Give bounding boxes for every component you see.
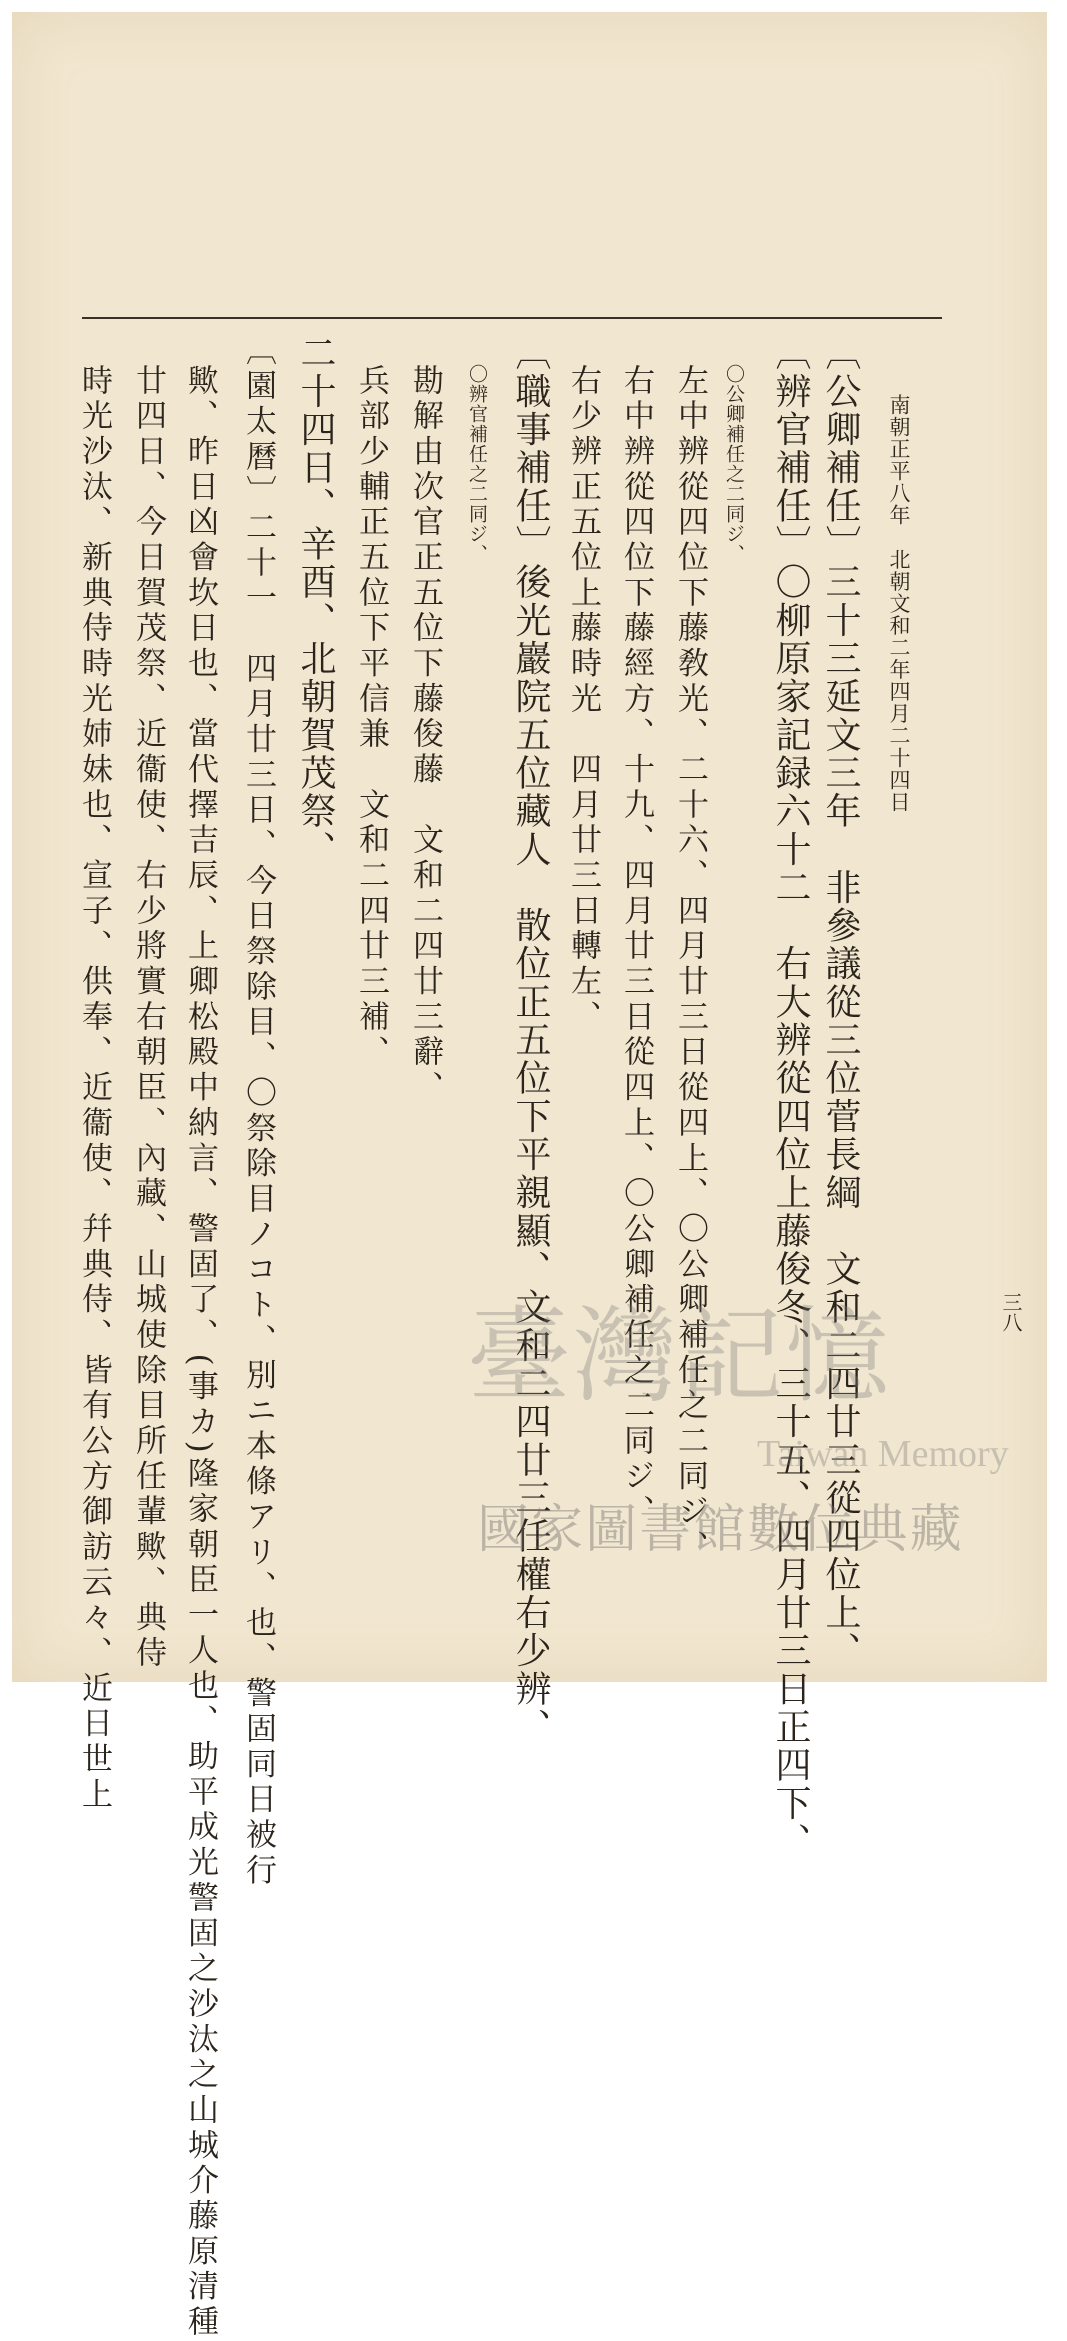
text-line: 〇公卿補任之二同ジ、 <box>723 364 745 564</box>
text-line: 〔公卿補任〕三十三延文三年 非參議從三位菅長綱 文和二四廿三從四位上、 <box>820 334 861 1670</box>
watermark-english: Taiwan Memory <box>757 1433 1009 1475</box>
text-line: 〔職事補任〕後光巖院五位藏人 散位正五位下平親顯、文和二四廿三任權右少辨、 <box>510 334 551 1746</box>
watermark-library: 國家圖書館數位典藏 <box>477 1500 964 1560</box>
text-line: 二十四日、辛酉、北朝賀茂祭、 <box>295 334 336 869</box>
text-line: 勘解由次官正五位下藤俊藤 文和二四廿三辭、 <box>407 364 443 1107</box>
book-page <box>12 12 1047 2341</box>
text-line: 〔園太曆〕二十一 四月廿三日、今日祭除目、〇祭除目ノコト、別ニ本條アリ、也、警固同日被行 <box>240 334 276 1889</box>
text-line: 兵部少輔正五位下平信兼 文和二四廿三補、 <box>353 364 389 1071</box>
text-line: 歟、昨日凶會坎日也、當代擇吉辰、上卿松殿中納言、警固了、(事カ)隆家朝臣一人也、助平成光警固之沙汰之山城介藤原清種 <box>182 364 218 2341</box>
text-line: 〇辨官補任之二同ジ、 <box>466 364 488 564</box>
text-line: 左中辨從四位下藤敎光、二十六、四月廿三日從四上、〇公卿補任之二同ジ、 <box>672 364 708 1566</box>
page-number: 三八 <box>999 1292 1023 1332</box>
text-line: 〔辨官補任〕〇柳原家記録六十二 右大辨從四位上藤俊冬、三十五、四月廿三日正四下、 <box>770 334 811 1861</box>
text-line: 時光沙汰、新典侍時光姉妹也、宣子、供奉、近衞使、幷典侍、皆有公方御訪云々、近日世上 <box>76 364 112 1813</box>
text-line: 右少辨正五位上藤時光 四月廿三日轉左、 <box>565 364 601 1036</box>
header-rule <box>82 317 942 319</box>
watermark-logo: 臺灣記憶 <box>467 1295 892 1417</box>
text-line: 廿四日、今日賀茂祭、近衞使、右少將實右朝臣、內藏、山城使除目所任輩歟、典侍 <box>130 364 166 1672</box>
running-header: 南朝正平八年 北朝文和二年四月二十四日 <box>887 394 911 813</box>
text-line: 右中辨從四位下藤經方、十九、四月廿三日從四上、〇公卿補任之二同ジ、 <box>618 364 654 1531</box>
